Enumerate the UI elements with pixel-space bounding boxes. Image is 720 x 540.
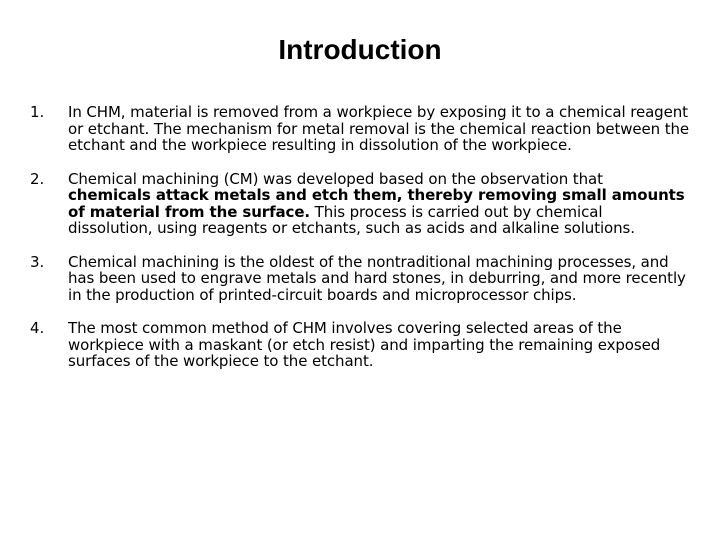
list-item-number: 1. [30, 103, 45, 121]
list-item-text: The most common method of CHM involves covering selected areas of the workpiece with a maskant (or etch resist) and imparting the remaining exposed surfaces of the workpiece to the etchant. [68, 319, 661, 370]
list-item [30, 104, 690, 154]
list-item-number: 2. [30, 169, 45, 188]
list-item-text [68, 170, 685, 238]
list-item-text-part: Chemical machining (CM) was developed based on the observation that [68, 169, 603, 188]
list-item [30, 171, 690, 237]
list-item [30, 254, 690, 304]
slide-title: Introduction [278, 34, 442, 65]
list-item [30, 320, 690, 370]
numbered-list [30, 104, 690, 387]
list-item-text-emphasis: chemicals attack metals and etch them, thereby removing small amounts of material from the surface. [68, 186, 685, 221]
list-item-text: In CHM, material is removed from a workpiece by exposing it to a chemical reagent or etchant. The mechanism for metal removal is the chemical reaction between the etchant and the workpiece resulting in dissolution of the workpiece. [68, 103, 690, 154]
list-item-text: Chemical machining is the oldest of the nontraditional machining processes, and has been used to engrave metals and hard stones, in deburring, and more recently in the production of printed-circuit boards and microprocessor chips. [68, 252, 686, 304]
list-item-number: 4. [30, 319, 45, 337]
list-item-text-part: This process is carried out by chemical dissolution, using reagents or etchants, such as acids and alkaline solutions. [68, 202, 635, 237]
list-item-number: 3. [30, 252, 45, 271]
